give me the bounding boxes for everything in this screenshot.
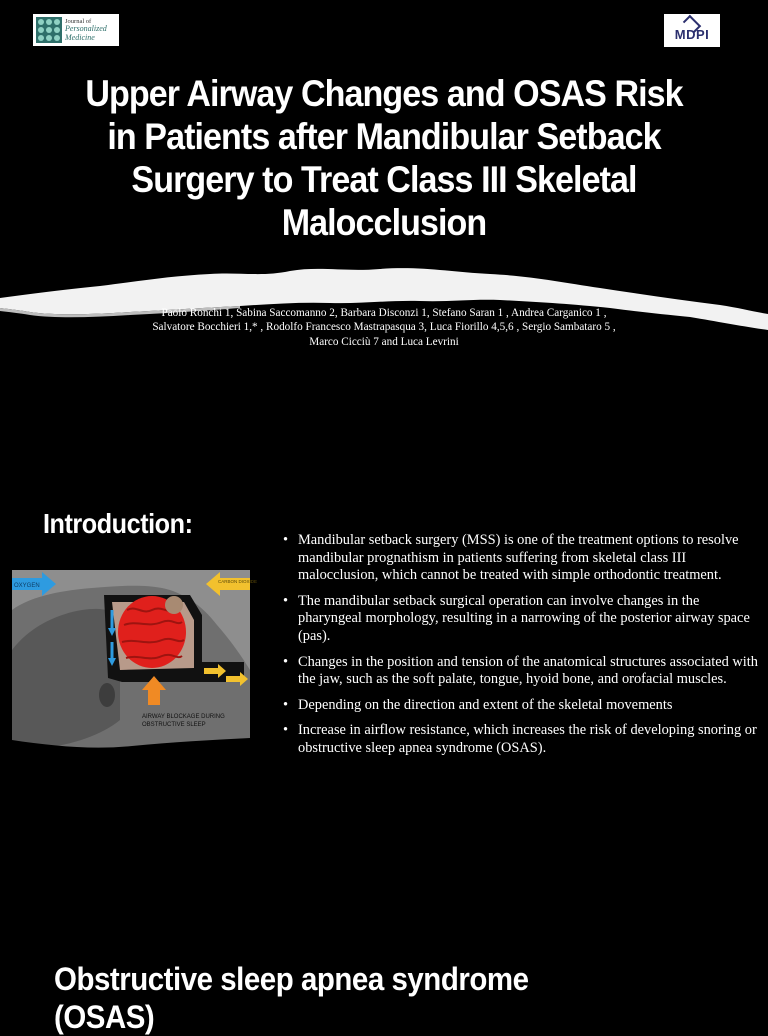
journal-logo-text bbox=[65, 18, 107, 42]
bullet-item: • Increase in airflow resistance, which increases the risk of developing snoring or obstructive sleep apnea syndrome (OSAS). bbox=[282, 722, 764, 757]
publisher-logo-text: MDPI bbox=[674, 27, 710, 42]
bullet-item: • Depending on the direction and extent of the skeletal movements bbox=[282, 697, 764, 715]
introduction-heading: Introduction: bbox=[43, 508, 193, 539]
page-title: Upper Airway Changes and OSAS Risk in Patients after Mandibular Setback Surgery to Treat Class III Skeletal Malocclusion bbox=[85, 73, 683, 243]
svg-text:OBSTRUCTIVE SLEEP: OBSTRUCTIVE SLEEP bbox=[142, 722, 206, 728]
airway-blockage-illustration bbox=[12, 570, 258, 756]
svg-text:AIRWAY BLOCKAGE DURING: AIRWAY BLOCKAGE DURING bbox=[142, 714, 225, 720]
bullet-item: • The mandibular setback surgical operation can involve changes in the pharyngeal morphology, resulting in a narrowing of the posterior airway space (pas). bbox=[282, 593, 764, 646]
author-list: Paolo Ronchi 1, Sabina Saccomanno 2, Barbara Disconzi 1, Stefano Saran 1 , Andrea Carganico 1 , Salvatore Bocchieri 1,* , Rodolfo Francesco Mastrapasqua 3, Luca Fiorillo 4,5,6 , Sergio Sambataro 5 , Marco Cicciù 7 and Luca Levrini bbox=[152, 307, 616, 348]
osas-section-heading: Obstructive sleep apnea syndrome (OSAS) bbox=[54, 961, 529, 1035]
journal-logo bbox=[33, 14, 119, 46]
introduction-bullet-list bbox=[282, 532, 764, 766]
bullet-item: • Mandibular setback surgery (MSS) is one of the treatment options to resolve mandibular prognathism in patients suffering from skeletal class III malocclusion, which cannot be treated with simple orthodontic treatment. bbox=[282, 532, 764, 585]
bullet-item: • Changes in the position and tension of the anatomical structures associated with the jaw, such as the soft palate, tongue, hyoid bone, and orofacial muscles. bbox=[282, 654, 764, 689]
svg-text:CARBON DIOXIDE: CARBON DIOXIDE bbox=[218, 579, 258, 584]
journal-logo-line2: Personalized bbox=[65, 24, 107, 33]
journal-logo-mark bbox=[36, 17, 62, 43]
publisher-logo bbox=[664, 14, 720, 47]
svg-text:OXYGEN: OXYGEN bbox=[14, 583, 40, 589]
journal-logo-line1: Journal of bbox=[65, 18, 92, 25]
journal-logo-line3: Medicine bbox=[65, 32, 95, 42]
